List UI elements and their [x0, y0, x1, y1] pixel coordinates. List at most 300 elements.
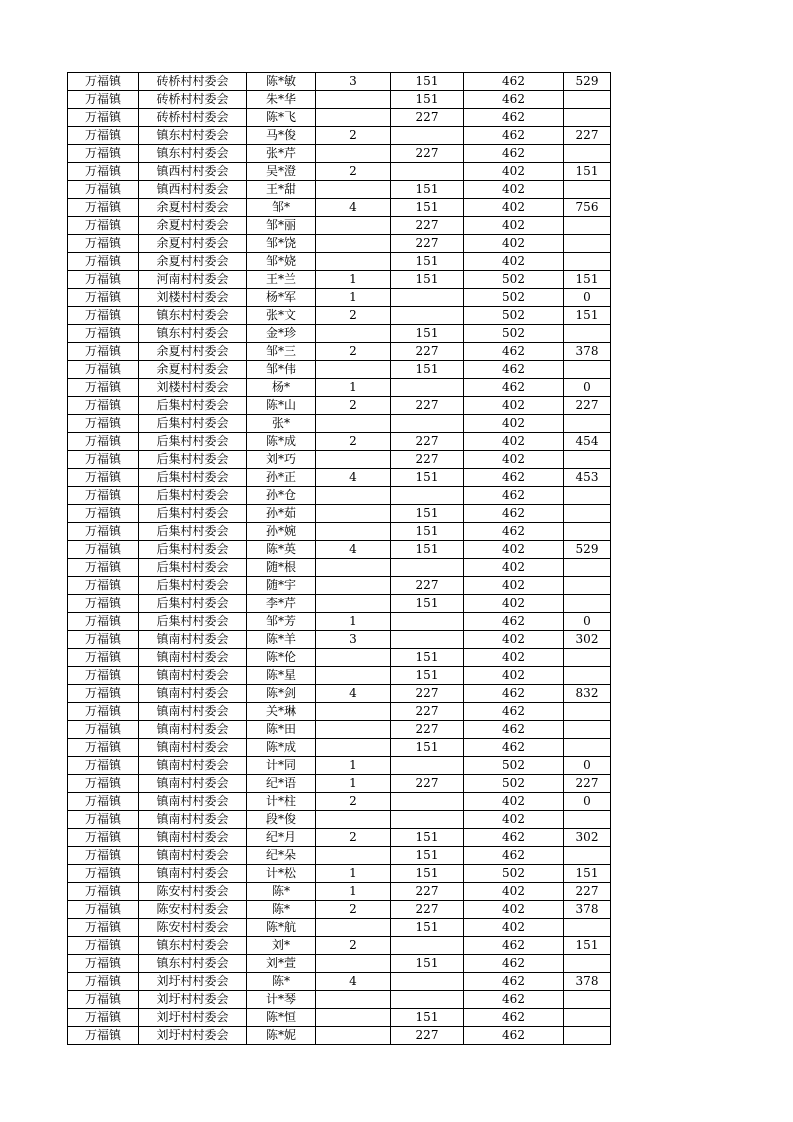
count-cell [316, 919, 391, 937]
village-committee-cell: 后集村村委会 [139, 451, 247, 469]
village-committee-cell: 砖桥村村委会 [139, 91, 247, 109]
village-committee-cell: 镇西村村委会 [139, 163, 247, 181]
total-cell [564, 91, 611, 109]
value-b-cell: 402 [464, 433, 564, 451]
count-cell [316, 91, 391, 109]
count-cell [316, 505, 391, 523]
name-cell: 计*松 [247, 865, 316, 883]
count-cell [316, 559, 391, 577]
value-a-cell [391, 613, 464, 631]
table-row [68, 865, 611, 883]
table-row [68, 631, 611, 649]
town-cell: 万福镇 [68, 163, 139, 181]
total-cell [564, 361, 611, 379]
village-committee-cell: 镇东村村委会 [139, 937, 247, 955]
value-a-cell: 151 [391, 955, 464, 973]
town-cell: 万福镇 [68, 577, 139, 595]
value-a-cell [391, 991, 464, 1009]
value-b-cell: 402 [464, 217, 564, 235]
value-b-cell: 502 [464, 757, 564, 775]
town-cell: 万福镇 [68, 91, 139, 109]
town-cell: 万福镇 [68, 991, 139, 1009]
value-b-cell: 402 [464, 667, 564, 685]
value-b-cell: 462 [464, 721, 564, 739]
town-cell: 万福镇 [68, 361, 139, 379]
value-b-cell: 462 [464, 991, 564, 1009]
count-cell [316, 181, 391, 199]
town-cell: 万福镇 [68, 829, 139, 847]
count-cell [316, 487, 391, 505]
value-a-cell: 227 [391, 235, 464, 253]
total-cell [564, 649, 611, 667]
name-cell: 随*宇 [247, 577, 316, 595]
value-a-cell: 151 [391, 847, 464, 865]
total-cell [564, 451, 611, 469]
village-committee-cell: 刘圩村村委会 [139, 1009, 247, 1027]
count-cell: 2 [316, 127, 391, 145]
town-cell: 万福镇 [68, 289, 139, 307]
name-cell: 计*琴 [247, 991, 316, 1009]
table-row [68, 235, 611, 253]
village-committee-cell: 后集村村委会 [139, 577, 247, 595]
village-committee-cell: 河南村村委会 [139, 271, 247, 289]
total-cell [564, 415, 611, 433]
name-cell: 计*同 [247, 757, 316, 775]
town-cell: 万福镇 [68, 343, 139, 361]
name-cell: 马*俊 [247, 127, 316, 145]
village-committee-cell: 镇南村村委会 [139, 865, 247, 883]
village-committee-cell: 陈安村村委会 [139, 901, 247, 919]
town-cell: 万福镇 [68, 253, 139, 271]
table-row [68, 109, 611, 127]
total-cell: 378 [564, 973, 611, 991]
total-cell [564, 523, 611, 541]
town-cell: 万福镇 [68, 613, 139, 631]
village-committee-cell: 镇南村村委会 [139, 685, 247, 703]
name-cell: 陈*成 [247, 739, 316, 757]
town-cell: 万福镇 [68, 793, 139, 811]
village-committee-cell: 余夏村村委会 [139, 343, 247, 361]
total-cell [564, 235, 611, 253]
village-committee-cell: 余夏村村委会 [139, 253, 247, 271]
count-cell [316, 811, 391, 829]
total-cell [564, 217, 611, 235]
town-cell: 万福镇 [68, 919, 139, 937]
total-cell: 453 [564, 469, 611, 487]
value-a-cell: 227 [391, 1027, 464, 1045]
name-cell: 陈*敏 [247, 73, 316, 91]
village-committee-cell: 刘楼村村委会 [139, 289, 247, 307]
value-a-cell [391, 559, 464, 577]
total-cell: 529 [564, 73, 611, 91]
town-cell: 万福镇 [68, 397, 139, 415]
village-committee-cell: 砖桥村村委会 [139, 73, 247, 91]
count-cell [316, 253, 391, 271]
name-cell: 张*文 [247, 307, 316, 325]
total-cell [564, 811, 611, 829]
value-a-cell: 227 [391, 883, 464, 901]
value-b-cell: 402 [464, 541, 564, 559]
town-cell: 万福镇 [68, 685, 139, 703]
table-row [68, 1009, 611, 1027]
village-committee-cell: 余夏村村委会 [139, 235, 247, 253]
total-cell [564, 145, 611, 163]
village-committee-cell: 余夏村村委会 [139, 361, 247, 379]
table-row [68, 757, 611, 775]
town-cell: 万福镇 [68, 865, 139, 883]
value-a-cell [391, 379, 464, 397]
table-row [68, 91, 611, 109]
name-cell: 陈*剑 [247, 685, 316, 703]
name-cell: 王*兰 [247, 271, 316, 289]
value-a-cell: 227 [391, 397, 464, 415]
total-cell: 0 [564, 379, 611, 397]
town-cell: 万福镇 [68, 433, 139, 451]
count-cell: 4 [316, 685, 391, 703]
village-committee-cell: 余夏村村委会 [139, 217, 247, 235]
name-cell: 陈*妮 [247, 1027, 316, 1045]
town-cell: 万福镇 [68, 847, 139, 865]
value-a-cell [391, 973, 464, 991]
village-committee-cell: 镇东村村委会 [139, 145, 247, 163]
value-b-cell: 402 [464, 397, 564, 415]
value-a-cell: 151 [391, 253, 464, 271]
value-a-cell: 151 [391, 919, 464, 937]
value-a-cell: 227 [391, 577, 464, 595]
table-row [68, 523, 611, 541]
count-cell: 1 [316, 613, 391, 631]
count-cell [316, 217, 391, 235]
value-a-cell: 151 [391, 1009, 464, 1027]
name-cell: 吴*澄 [247, 163, 316, 181]
value-b-cell: 502 [464, 865, 564, 883]
village-committee-cell: 镇南村村委会 [139, 721, 247, 739]
count-cell: 2 [316, 307, 391, 325]
count-cell [316, 1027, 391, 1045]
village-committee-cell: 刘楼村村委会 [139, 379, 247, 397]
table-row [68, 685, 611, 703]
town-cell: 万福镇 [68, 379, 139, 397]
value-b-cell: 502 [464, 325, 564, 343]
value-a-cell: 227 [391, 721, 464, 739]
table-row [68, 217, 611, 235]
value-a-cell: 227 [391, 109, 464, 127]
name-cell: 陈* [247, 883, 316, 901]
value-b-cell: 402 [464, 253, 564, 271]
value-b-cell: 402 [464, 793, 564, 811]
count-cell [316, 235, 391, 253]
town-cell: 万福镇 [68, 451, 139, 469]
village-committee-cell: 刘圩村村委会 [139, 973, 247, 991]
count-cell [316, 1009, 391, 1027]
town-cell: 万福镇 [68, 631, 139, 649]
value-a-cell: 151 [391, 361, 464, 379]
value-a-cell: 227 [391, 775, 464, 793]
count-cell: 4 [316, 973, 391, 991]
total-cell: 0 [564, 613, 611, 631]
town-cell: 万福镇 [68, 109, 139, 127]
total-cell: 151 [564, 865, 611, 883]
name-cell: 陈* [247, 973, 316, 991]
value-a-cell: 227 [391, 343, 464, 361]
total-cell: 151 [564, 163, 611, 181]
town-cell: 万福镇 [68, 307, 139, 325]
table-row [68, 775, 611, 793]
value-a-cell [391, 307, 464, 325]
total-cell: 227 [564, 127, 611, 145]
value-b-cell: 502 [464, 289, 564, 307]
value-a-cell: 151 [391, 181, 464, 199]
name-cell: 杨* [247, 379, 316, 397]
name-cell: 邹*饶 [247, 235, 316, 253]
table-row [68, 361, 611, 379]
town-cell: 万福镇 [68, 127, 139, 145]
value-b-cell: 462 [464, 145, 564, 163]
total-cell: 151 [564, 937, 611, 955]
table-row [68, 433, 611, 451]
name-cell: 陈*英 [247, 541, 316, 559]
name-cell: 孙*正 [247, 469, 316, 487]
village-committee-cell: 刘圩村村委会 [139, 991, 247, 1009]
village-committee-cell: 镇南村村委会 [139, 757, 247, 775]
total-cell [564, 667, 611, 685]
town-cell: 万福镇 [68, 973, 139, 991]
total-cell [564, 253, 611, 271]
name-cell: 王*甜 [247, 181, 316, 199]
table-row [68, 451, 611, 469]
village-committee-cell: 镇南村村委会 [139, 667, 247, 685]
value-a-cell: 151 [391, 829, 464, 847]
town-cell: 万福镇 [68, 811, 139, 829]
name-cell: 陈*恒 [247, 1009, 316, 1027]
table-row [68, 397, 611, 415]
count-cell: 2 [316, 397, 391, 415]
town-cell: 万福镇 [68, 145, 139, 163]
name-cell: 李*芹 [247, 595, 316, 613]
name-cell: 邹*丽 [247, 217, 316, 235]
count-cell [316, 415, 391, 433]
total-cell: 454 [564, 433, 611, 451]
village-committee-cell: 后集村村委会 [139, 613, 247, 631]
count-cell [316, 667, 391, 685]
name-cell: 陈*羊 [247, 631, 316, 649]
name-cell: 金*珍 [247, 325, 316, 343]
village-committee-cell: 后集村村委会 [139, 433, 247, 451]
table-row [68, 577, 611, 595]
table-row [68, 703, 611, 721]
count-cell [316, 451, 391, 469]
town-cell: 万福镇 [68, 325, 139, 343]
value-b-cell: 462 [464, 703, 564, 721]
value-b-cell: 462 [464, 955, 564, 973]
value-b-cell: 462 [464, 469, 564, 487]
count-cell [316, 721, 391, 739]
value-a-cell: 151 [391, 505, 464, 523]
total-cell: 378 [564, 901, 611, 919]
value-a-cell: 227 [391, 433, 464, 451]
count-cell [316, 577, 391, 595]
town-cell: 万福镇 [68, 595, 139, 613]
value-b-cell: 402 [464, 235, 564, 253]
table-body [68, 73, 611, 1045]
village-committee-cell: 后集村村委会 [139, 415, 247, 433]
count-cell: 1 [316, 883, 391, 901]
village-committee-cell: 镇南村村委会 [139, 775, 247, 793]
count-cell: 1 [316, 865, 391, 883]
name-cell: 纪*月 [247, 829, 316, 847]
value-a-cell: 227 [391, 685, 464, 703]
town-cell: 万福镇 [68, 883, 139, 901]
value-a-cell: 151 [391, 271, 464, 289]
village-committee-cell: 后集村村委会 [139, 541, 247, 559]
total-cell: 0 [564, 793, 611, 811]
value-a-cell: 151 [391, 73, 464, 91]
count-cell [316, 523, 391, 541]
total-cell [564, 991, 611, 1009]
table-row [68, 883, 611, 901]
name-cell: 关*琳 [247, 703, 316, 721]
table-row [68, 991, 611, 1009]
value-a-cell [391, 757, 464, 775]
village-committee-cell: 镇南村村委会 [139, 793, 247, 811]
village-committee-cell: 后集村村委会 [139, 505, 247, 523]
value-b-cell: 402 [464, 883, 564, 901]
value-b-cell: 402 [464, 451, 564, 469]
total-cell [564, 109, 611, 127]
village-committee-cell: 镇南村村委会 [139, 739, 247, 757]
count-cell: 2 [316, 793, 391, 811]
total-cell [564, 595, 611, 613]
name-cell: 张* [247, 415, 316, 433]
village-committee-cell: 砖桥村村委会 [139, 109, 247, 127]
value-a-cell [391, 163, 464, 181]
total-cell: 302 [564, 829, 611, 847]
value-a-cell: 151 [391, 739, 464, 757]
value-a-cell: 227 [391, 145, 464, 163]
count-cell: 2 [316, 901, 391, 919]
value-b-cell: 402 [464, 631, 564, 649]
table-row [68, 595, 611, 613]
name-cell: 孙*茹 [247, 505, 316, 523]
value-b-cell: 502 [464, 775, 564, 793]
name-cell: 朱*华 [247, 91, 316, 109]
name-cell: 陈*成 [247, 433, 316, 451]
total-cell [564, 703, 611, 721]
village-committee-cell: 后集村村委会 [139, 523, 247, 541]
count-cell: 4 [316, 541, 391, 559]
name-cell: 计*柱 [247, 793, 316, 811]
value-b-cell: 402 [464, 919, 564, 937]
name-cell: 陈*飞 [247, 109, 316, 127]
count-cell [316, 109, 391, 127]
table-row [68, 127, 611, 145]
value-b-cell: 402 [464, 181, 564, 199]
name-cell: 孙*仓 [247, 487, 316, 505]
value-a-cell: 151 [391, 595, 464, 613]
name-cell: 陈*星 [247, 667, 316, 685]
total-cell: 0 [564, 757, 611, 775]
value-a-cell: 227 [391, 451, 464, 469]
town-cell: 万福镇 [68, 487, 139, 505]
value-a-cell: 151 [391, 325, 464, 343]
table-row [68, 469, 611, 487]
value-b-cell: 402 [464, 199, 564, 217]
table-row [68, 73, 611, 91]
value-b-cell: 462 [464, 1009, 564, 1027]
count-cell [316, 739, 391, 757]
total-cell: 227 [564, 397, 611, 415]
town-cell: 万福镇 [68, 757, 139, 775]
count-cell [316, 325, 391, 343]
town-cell: 万福镇 [68, 523, 139, 541]
total-cell [564, 559, 611, 577]
data-table [67, 72, 611, 1045]
table-row [68, 145, 611, 163]
table-row [68, 379, 611, 397]
name-cell: 孙*婉 [247, 523, 316, 541]
value-a-cell: 151 [391, 523, 464, 541]
town-cell: 万福镇 [68, 541, 139, 559]
name-cell: 段*俊 [247, 811, 316, 829]
village-committee-cell: 镇东村村委会 [139, 307, 247, 325]
value-b-cell: 402 [464, 595, 564, 613]
count-cell: 3 [316, 73, 391, 91]
value-b-cell: 462 [464, 739, 564, 757]
town-cell: 万福镇 [68, 271, 139, 289]
name-cell: 陈*山 [247, 397, 316, 415]
name-cell: 陈*伦 [247, 649, 316, 667]
total-cell: 151 [564, 271, 611, 289]
town-cell: 万福镇 [68, 73, 139, 91]
value-a-cell [391, 937, 464, 955]
total-cell [564, 577, 611, 595]
total-cell [564, 955, 611, 973]
total-cell: 302 [564, 631, 611, 649]
village-committee-cell: 镇东村村委会 [139, 325, 247, 343]
value-b-cell: 402 [464, 415, 564, 433]
village-committee-cell: 陈安村村委会 [139, 883, 247, 901]
total-cell [564, 487, 611, 505]
value-b-cell: 402 [464, 649, 564, 667]
total-cell: 832 [564, 685, 611, 703]
total-cell: 0 [564, 289, 611, 307]
name-cell: 纪*语 [247, 775, 316, 793]
total-cell: 151 [564, 307, 611, 325]
town-cell: 万福镇 [68, 217, 139, 235]
total-cell [564, 847, 611, 865]
village-committee-cell: 镇南村村委会 [139, 847, 247, 865]
table-row [68, 181, 611, 199]
name-cell: 张*芹 [247, 145, 316, 163]
value-a-cell [391, 127, 464, 145]
count-cell [316, 145, 391, 163]
table-row [68, 847, 611, 865]
count-cell: 1 [316, 289, 391, 307]
value-a-cell [391, 289, 464, 307]
village-committee-cell: 镇南村村委会 [139, 649, 247, 667]
total-cell [564, 721, 611, 739]
total-cell: 378 [564, 343, 611, 361]
table-row [68, 415, 611, 433]
village-committee-cell: 后集村村委会 [139, 397, 247, 415]
village-committee-cell: 镇西村村委会 [139, 181, 247, 199]
count-cell [316, 703, 391, 721]
value-a-cell [391, 631, 464, 649]
count-cell: 1 [316, 379, 391, 397]
village-committee-cell: 后集村村委会 [139, 595, 247, 613]
value-b-cell: 402 [464, 559, 564, 577]
table-row [68, 721, 611, 739]
